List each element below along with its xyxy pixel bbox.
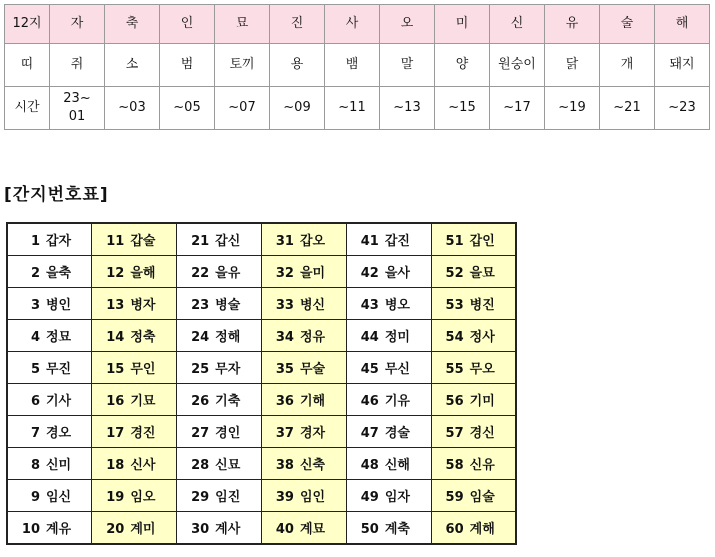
ganji-cell [92,512,177,545]
ganji-cell [177,512,262,545]
ganji-name: 정미 [384,330,410,345]
zodiac-header-cell: 신 [490,5,545,44]
ganji-number: 48 [360,458,379,473]
ganji-cell [7,480,92,512]
ganji-number: 35 [275,362,294,377]
ganji-cell [346,384,431,416]
ganji-cell [346,320,431,352]
ganji-number: 30 [191,522,210,537]
zodiac-table [4,4,710,130]
ganji-row [7,480,516,512]
ganji-name: 신축 [299,458,326,473]
ganji-name: 을해 [130,266,156,281]
ganji-name: 기해 [299,394,326,409]
ganji-number: 47 [360,426,379,441]
ganji-cell [431,223,516,256]
zodiac-time-cell: 23~ 01 [50,87,105,130]
ganji-number: 14 [106,330,125,345]
zodiac-animal-cell: 개 [600,44,655,87]
ganji-name: 무신 [384,362,410,377]
ganji-cell [346,512,431,545]
ganji-cell [431,256,516,288]
zodiac-time-cell: ~19 [545,87,600,130]
zodiac-header-label: 12지 [5,5,50,44]
ganji-name: 을미 [299,266,326,281]
ganji-number: 46 [360,394,379,409]
ganji-cell [346,288,431,320]
zodiac-header-cell: 진 [270,5,325,44]
section-title: [간지번호표] [4,185,109,205]
ganji-cell [92,480,177,512]
ganji-cell [261,448,346,480]
zodiac-time-row [5,87,710,130]
ganji-number: 19 [106,490,125,505]
zodiac-animal-row [5,44,710,87]
ganji-cell [261,223,346,256]
zodiac-header-cell: 자 [50,5,105,44]
ganji-row [7,256,516,288]
ganji-name: 신유 [469,458,495,473]
ganji-cell [177,384,262,416]
ganji-cell [7,352,92,384]
ganji-number: 13 [106,298,125,313]
ganji-name: 계미 [130,522,156,537]
zodiac-time-cell: ~07 [215,87,270,130]
ganji-cell [431,480,516,512]
ganji-number: 21 [191,234,210,249]
ganji-cell [346,256,431,288]
zodiac-header-cell: 오 [380,5,435,44]
zodiac-header-cell: 해 [655,5,710,44]
ganji-name: 병인 [46,298,72,313]
ganji-name: 을사 [384,266,410,281]
ganji-number: 6 [30,394,40,409]
ganji-cell [177,448,262,480]
zodiac-header-row [5,5,710,44]
ganji-cell [177,223,262,256]
ganji-cell [261,256,346,288]
ganji-cell [7,416,92,448]
ganji-name: 정축 [130,330,156,345]
ganji-cell [177,480,262,512]
ganji-number: 49 [360,490,379,505]
zodiac-header-cell: 술 [600,5,655,44]
ganji-name: 임신 [46,490,72,505]
ganji-number: 4 [30,330,40,345]
ganji-name: 임자 [384,490,410,505]
ganji-cell [431,320,516,352]
zodiac-animal-cell: 범 [160,44,215,87]
ganji-number: 39 [275,490,294,505]
ganji-cell [7,288,92,320]
ganji-row [7,416,516,448]
ganji-cell [92,320,177,352]
ganji-number: 26 [191,394,210,409]
ganji-cell [177,256,262,288]
zodiac-time-cell: ~21 [600,87,655,130]
ganji-name: 갑오 [299,234,326,249]
zodiac-animal-cell: 용 [270,44,325,87]
ganji-number: 23 [191,298,210,313]
ganji-number: 18 [106,458,125,473]
ganji-cell [92,223,177,256]
ganji-name: 신묘 [215,458,241,473]
ganji-name: 갑자 [46,234,72,249]
ganji-number: 57 [445,426,464,441]
ganji-name: 경오 [46,426,72,441]
zodiac-header-cell: 묘 [215,5,270,44]
ganji-number: 11 [106,234,125,249]
ganji-name: 정유 [299,330,326,345]
ganji-name: 계유 [46,522,72,537]
ganji-cell [346,352,431,384]
ganji-name: 기축 [215,394,241,409]
ganji-number: 55 [445,362,464,377]
ganji-cell [346,448,431,480]
ganji-cell [92,448,177,480]
ganji-number: 50 [360,522,379,537]
ganji-number: 53 [445,298,464,313]
ganji-cell [261,384,346,416]
ganji-cell [7,320,92,352]
ganji-name: 경인 [215,426,241,441]
ganji-name: 갑술 [130,234,156,249]
ganji-name: 무자 [215,362,241,377]
zodiac-header-cell: 인 [160,5,215,44]
ganji-name: 임인 [299,490,326,505]
ganji-number: 58 [445,458,464,473]
zodiac-time-cell: ~03 [105,87,160,130]
zodiac-time-cell: ~11 [325,87,380,130]
ganji-cell [177,352,262,384]
ganji-number: 44 [360,330,379,345]
ganji-name: 을묘 [469,266,495,281]
zodiac-time-cell: ~23 [655,87,710,130]
zodiac-time-cell: ~17 [490,87,545,130]
ganji-cell [7,223,92,256]
ganji-number: 32 [275,266,294,281]
ganji-cell [92,256,177,288]
ganji-name: 임오 [130,490,156,505]
ganji-number: 28 [191,458,210,473]
ganji-number: 7 [30,426,40,441]
ganji-name: 계사 [215,522,241,537]
ganji-name: 기유 [384,394,410,409]
zodiac-animal-cell: 돼지 [655,44,710,87]
ganji-name: 계축 [384,522,410,537]
ganji-cell [92,416,177,448]
ganji-cell [346,480,431,512]
ganji-name: 경술 [384,426,410,441]
ganji-cell [7,256,92,288]
ganji-name: 갑진 [384,234,410,249]
ganji-cell [261,352,346,384]
zodiac-time-cell: ~05 [160,87,215,130]
ganji-name: 계해 [469,522,495,537]
ganji-name: 무진 [46,362,72,377]
ganji-number: 16 [106,394,125,409]
ganji-number: 43 [360,298,379,313]
ganji-number: 27 [191,426,210,441]
zodiac-animal-cell: 뱀 [325,44,380,87]
ganji-number: 24 [191,330,210,345]
ganji-number: 5 [30,362,40,377]
zodiac-animal-cell: 말 [380,44,435,87]
ganji-cell [431,416,516,448]
ganji-name: 신미 [46,458,72,473]
ganji-cell [261,512,346,545]
ganji-row [7,448,516,480]
ganji-number-table [6,222,517,545]
ganji-name: 무오 [469,362,495,377]
ganji-number: 36 [275,394,294,409]
ganji-name: 임술 [469,490,495,505]
ganji-number: 34 [275,330,294,345]
zodiac-animal-cell: 닭 [545,44,600,87]
ganji-number: 38 [275,458,294,473]
zodiac-animal-label: 띠 [5,44,50,87]
ganji-number: 2 [30,266,40,281]
ganji-cell [431,448,516,480]
ganji-cell [7,448,92,480]
ganji-cell [431,288,516,320]
ganji-row [7,384,516,416]
zodiac-animal-cell: 원숭이 [490,44,545,87]
ganji-row [7,223,516,256]
ganji-row [7,512,516,545]
zodiac-animal-cell: 소 [105,44,160,87]
ganji-name: 무인 [130,362,156,377]
zodiac-animal-cell: 토끼 [215,44,270,87]
ganji-name: 신사 [130,458,156,473]
zodiac-animal-cell: 쥐 [50,44,105,87]
ganji-name: 병진 [469,298,495,313]
ganji-name: 병신 [299,298,326,313]
ganji-number: 1 [30,234,40,249]
ganji-cell [92,384,177,416]
zodiac-header-cell: 축 [105,5,160,44]
ganji-name: 계묘 [299,522,326,537]
ganji-number: 17 [106,426,125,441]
ganji-number: 59 [445,490,464,505]
ganji-cell [261,480,346,512]
ganji-cell [431,384,516,416]
zodiac-animal-cell: 양 [435,44,490,87]
ganji-name: 임진 [215,490,241,505]
ganji-number: 20 [106,522,125,537]
ganji-number: 52 [445,266,464,281]
ganji-cell [431,512,516,545]
ganji-cell [431,352,516,384]
ganji-cell [92,352,177,384]
ganji-cell [177,320,262,352]
ganji-number: 51 [445,234,464,249]
zodiac-time-cell: ~15 [435,87,490,130]
ganji-cell [92,288,177,320]
ganji-number: 31 [275,234,294,249]
zodiac-time-cell: ~13 [380,87,435,130]
ganji-cell [261,288,346,320]
ganji-cell [177,416,262,448]
ganji-name: 경자 [299,426,326,441]
ganji-name: 정해 [215,330,241,345]
ganji-cell [346,223,431,256]
ganji-name: 갑인 [469,234,495,249]
ganji-name: 기사 [46,394,72,409]
ganji-name: 을유 [215,266,241,281]
ganji-name: 경신 [469,426,495,441]
ganji-number: 33 [275,298,294,313]
ganji-number: 40 [275,522,294,537]
ganji-number: 22 [191,266,210,281]
ganji-number: 54 [445,330,464,345]
ganji-name: 병술 [215,298,241,313]
ganji-cell [7,512,92,545]
ganji-cell [261,416,346,448]
zodiac-time-label: 시간 [5,87,50,130]
ganji-name: 갑신 [215,234,241,249]
zodiac-header-cell: 미 [435,5,490,44]
ganji-row [7,288,516,320]
ganji-cell [177,288,262,320]
ganji-number: 25 [191,362,210,377]
ganji-cell [261,320,346,352]
ganji-row [7,320,516,352]
ganji-number: 9 [30,490,40,505]
ganji-name: 경진 [130,426,156,441]
zodiac-time-cell: ~09 [270,87,325,130]
ganji-name: 기묘 [130,394,156,409]
ganji-name: 정사 [469,330,495,345]
ganji-cell [7,384,92,416]
ganji-number: 56 [445,394,464,409]
ganji-name: 기미 [469,394,495,409]
ganji-number: 8 [30,458,40,473]
ganji-number: 37 [275,426,294,441]
ganji-number: 45 [360,362,379,377]
ganji-name: 신해 [384,458,410,473]
ganji-name: 정묘 [46,330,72,345]
ganji-number: 41 [360,234,379,249]
ganji-name: 을축 [46,266,72,281]
ganji-number: 12 [106,266,125,281]
ganji-number: 3 [30,298,40,313]
ganji-row [7,352,516,384]
zodiac-header-cell: 사 [325,5,380,44]
ganji-name: 병자 [130,298,156,313]
ganji-number: 10 [21,522,40,537]
ganji-number: 42 [360,266,379,281]
zodiac-header-cell: 유 [545,5,600,44]
ganji-number: 15 [106,362,125,377]
ganji-cell [346,416,431,448]
ganji-name: 병오 [384,298,410,313]
ganji-number: 29 [191,490,210,505]
ganji-number: 60 [445,522,464,537]
ganji-name: 무술 [299,362,326,377]
